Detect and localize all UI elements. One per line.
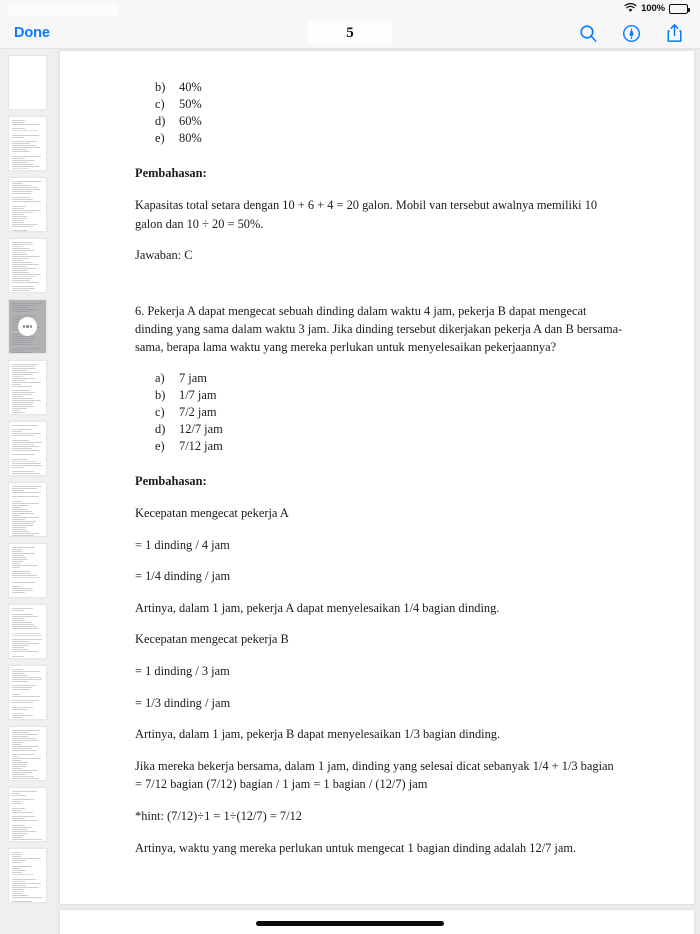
page-number-field-wrapper — [308, 21, 393, 45]
page-thumbnail[interactable] — [8, 360, 47, 415]
page-thumbnail[interactable] — [8, 848, 47, 903]
ellipsis-icon[interactable] — [18, 317, 37, 336]
thumbnail-preview — [9, 56, 46, 62]
page-thumbnail[interactable] — [8, 604, 47, 659]
solution-line: = 1/3 dinding / jam — [135, 695, 231, 710]
option-key: d) — [155, 422, 166, 437]
explanation-question-5: Kapasitas total setara dengan 10 + 6 + 4 = 20 galon. Mobil van tersebut awalnya memiliki 10 galon dan 10 ÷ 20 = 50%. — [135, 198, 598, 231]
thumbnail-preview — [9, 727, 46, 781]
thumbnail-preview — [9, 666, 46, 720]
solution-line: Jika mereka bekerja bersama, dalam 1 jam, dinding yang selesai dicat sebanyak 1/4 + 1/3 bagian = 7/12 bagian (7/12) bagian / 1 jam = 1 bagian / (12/7) jam — [135, 758, 614, 792]
question6-options — [155, 370, 625, 456]
page-thumbnail[interactable] — [8, 177, 47, 232]
solution-lines — [135, 504, 656, 857]
thumbnail-preview — [9, 178, 46, 232]
question5-options — [155, 79, 656, 147]
pembahasan-heading-1: Pembahasan: — [135, 166, 207, 181]
status-bar-left-redaction — [8, 4, 118, 15]
option-text: 60% — [179, 114, 202, 129]
option-text: 12/7 jam — [179, 422, 223, 437]
option-row — [155, 387, 625, 404]
option-text: 40% — [179, 80, 202, 94]
thumbnail-preview — [9, 239, 46, 293]
option-row — [155, 79, 656, 96]
page-thumbnail[interactable] — [8, 55, 47, 110]
page-thumbnail[interactable] — [8, 787, 47, 842]
option-row — [155, 404, 625, 421]
option-text: 7/12 jam — [179, 439, 223, 454]
option-row — [155, 438, 625, 455]
thumbnail-preview — [9, 605, 46, 659]
done-button[interactable]: Done — [14, 25, 50, 41]
page-number-input[interactable]: 5 — [308, 21, 393, 45]
page-thumbnail[interactable] — [8, 665, 47, 720]
pdf-toolbar — [0, 18, 700, 49]
solution-line: = 1 dinding / 4 jam — [135, 537, 230, 552]
solution-line: Kecepatan mengecat pekerja B — [135, 632, 289, 647]
option-row — [155, 370, 625, 387]
page-thumbnail[interactable] — [8, 116, 47, 171]
question-6-block — [135, 303, 625, 456]
battery-full-icon — [669, 4, 688, 14]
option-key: b) — [155, 387, 166, 402]
option-text: 80% — [179, 131, 202, 146]
thumbnail-selected-overlay — [9, 300, 46, 353]
option-text: 1/7 jam — [179, 387, 217, 402]
document-scroll-area[interactable] — [55, 49, 700, 934]
thumbnail-preview — [9, 849, 46, 903]
pdf-page-5 — [60, 51, 694, 904]
status-bar-right — [624, 0, 688, 18]
solution-line: Artinya, dalam 1 jam, pekerja B dapat menyelesaikan 1/3 bagian dinding. — [135, 727, 501, 742]
solution-line: Artinya, dalam 1 jam, pekerja A dapat menyelesaikan 1/4 bagian dinding. — [135, 600, 500, 615]
thumbnail-preview — [9, 361, 46, 415]
option-key: c) — [155, 405, 165, 420]
solution-line: = 1/4 dinding / jam — [135, 569, 231, 584]
option-text: 7/2 jam — [179, 405, 217, 420]
option-row — [155, 96, 656, 113]
page-thumbnail[interactable] — [8, 726, 47, 781]
question-6-text: 6. Pekerja A dapat mengecat sebuah dinding dalam waktu 4 jam, pekerja B dapat mengecat dinding yang sama dalam waktu 3 jam. Jika dinding tersebut dikerjakan pekerja A dan B bersama-sama, berapa lama waktu yang mereka perlukan untuk menyelesaikan pekerjaannya? — [135, 303, 623, 354]
page-thumbnail[interactable] — [8, 482, 47, 537]
option-row — [155, 130, 656, 147]
page-thumbnail[interactable] — [8, 238, 47, 293]
page-thumbnail-sidebar[interactable] — [0, 49, 55, 934]
option-row — [155, 113, 656, 130]
thumbnail-preview — [9, 117, 46, 171]
option-row — [155, 421, 625, 438]
thumbnail-preview — [9, 544, 46, 598]
option-key: d) — [155, 114, 166, 129]
option-key: a) — [155, 370, 165, 385]
wifi-icon — [624, 0, 637, 18]
answer-question-5: Jawaban: C — [135, 248, 193, 263]
page-thumbnail[interactable] — [8, 543, 47, 598]
solution-line: = 1 dinding / 3 jam — [135, 664, 230, 679]
toolbar-actions — [579, 23, 684, 43]
option-text: 50% — [179, 97, 202, 112]
home-indicator[interactable] — [256, 921, 444, 926]
option-key: e) — [155, 439, 165, 454]
solution-line: Kecepatan mengecat pekerja A — [135, 505, 289, 520]
page-thumbnail[interactable] — [8, 299, 47, 354]
page-thumbnail[interactable] — [8, 421, 47, 476]
pembahasan-heading-2: Pembahasan: — [135, 474, 207, 489]
battery-percentage: 100% — [641, 3, 665, 15]
solution-line: Artinya, waktu yang mereka perlukan untuk mengecat 1 bagian dinding adalah 12/7 jam. — [135, 840, 577, 855]
thumbnail-preview — [9, 483, 46, 537]
thumbnail-preview — [9, 422, 46, 476]
option-key: c) — [155, 97, 165, 112]
status-bar — [0, 0, 700, 18]
markup-pen-icon[interactable] — [622, 24, 641, 43]
option-text: 7 jam — [179, 370, 207, 385]
thumbnail-preview — [9, 788, 46, 842]
option-key: e) — [155, 131, 165, 146]
search-icon[interactable] — [579, 24, 598, 43]
solution-line: *hint: (7/12)÷1 = 1÷(12/7) = 7/12 — [135, 809, 302, 824]
share-icon[interactable] — [665, 23, 684, 43]
option-key: b) — [155, 80, 166, 94]
